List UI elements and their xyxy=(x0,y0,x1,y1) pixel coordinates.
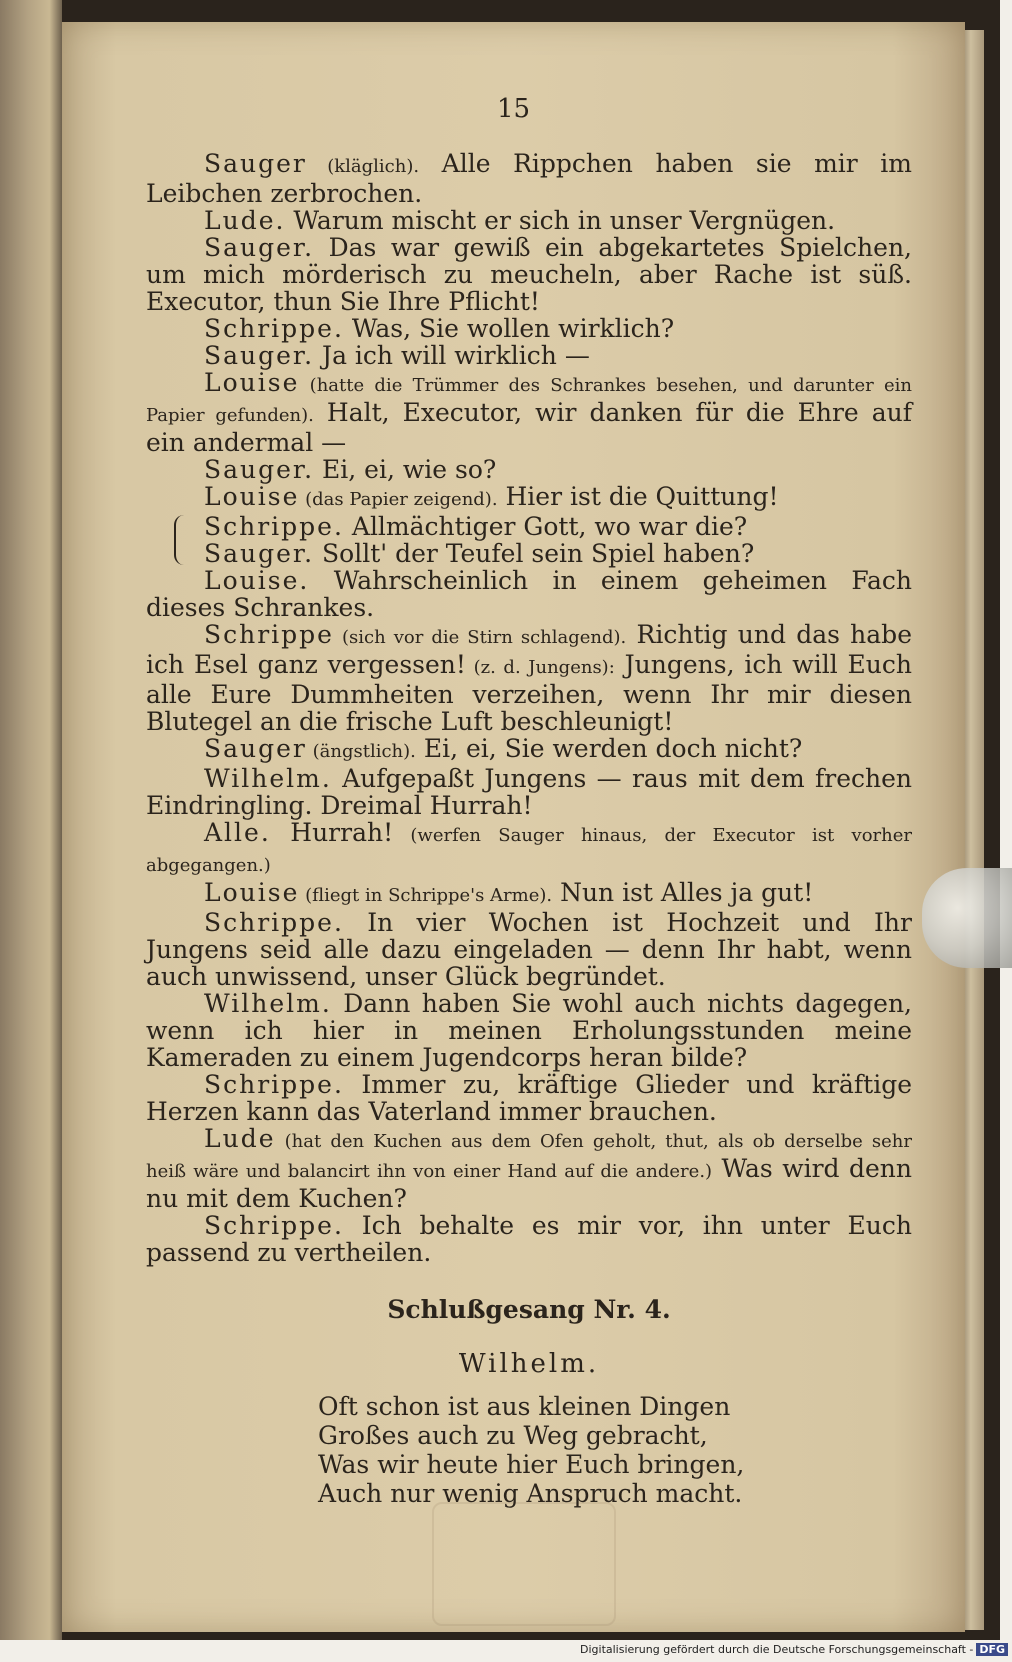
speaker-name: Wilhelm. xyxy=(204,764,332,793)
dialogue-line xyxy=(146,990,912,1071)
dialogue-line xyxy=(146,513,912,540)
song-speaker: Wilhelm. xyxy=(458,1349,600,1379)
spoken-text: Ei, ei, Sie werden doch nicht? xyxy=(415,734,803,763)
page-edge xyxy=(962,30,984,1630)
spoken-text: Dann haben Sie wohl auch nichts dagegen, wenn ich hier in meinen Erholungsstunden meine Kameraden zu einem Jugendcorps heran bilde? xyxy=(146,989,912,1072)
speaker-name: Alle. xyxy=(204,818,271,847)
spoken-text: Halt, Executor, wir danken für die Ehre auf ein andermal — xyxy=(146,398,912,457)
spoken-text: Hurrah! xyxy=(270,818,394,847)
speaker-name: Schrippe xyxy=(204,620,334,649)
spoken-text: Sollt' der Teufel sein Spiel haben? xyxy=(314,539,755,568)
stage-direction: (hatte die Trümmer des Schrankes besehen, und darunter ein Papier gefunden). xyxy=(146,375,912,426)
speaker-name: Wilhelm. xyxy=(204,989,332,1018)
footer-text: Digitalisierung gefördert durch die Deutsche Forschungsgemeinschaft - xyxy=(580,1643,974,1656)
spoken-text: Was wird denn nu mit dem Kuchen? xyxy=(146,1154,912,1213)
stage-direction: (das Papier zeigend). xyxy=(299,489,498,510)
dialogue-line xyxy=(146,342,912,369)
spoken-text: Allmächtiger Gott, wo war die? xyxy=(343,512,748,541)
faint-stamp xyxy=(432,1502,616,1626)
book-binding xyxy=(0,0,62,1640)
spoken-text: Was, Sie wollen wirklich? xyxy=(343,314,675,343)
dialogue-line xyxy=(146,621,912,735)
speaker-name: Sauger. xyxy=(204,539,315,568)
speaker-name: Sauger. xyxy=(204,455,315,484)
spoken-text: Jungens, ich will Euch alle Eure Dummheiten verzeihen, wenn Ihr mir diesen Blutegel an die frische Luft beschleunigt! xyxy=(146,650,912,736)
verse-line: Großes auch zu Weg gebracht, xyxy=(318,1421,708,1450)
dialogue-line xyxy=(146,567,912,621)
dialogue-line xyxy=(146,735,912,765)
speaker-name: Sauger xyxy=(204,149,307,178)
dialogue-line xyxy=(146,150,912,207)
spoken-text: Das war gewiß ein abgekartetes Spielchen, um mich mörderisch zu meucheln, aber Rache ist süß. Executor, thun Sie Ihre Pflicht! xyxy=(146,233,912,316)
spoken-text: In vier Wochen ist Hochzeit und Ihr Jungens seid alle dazu eingeladen — denn Ihr habt, wenn auch unwissend, unser Glück begründet. xyxy=(146,908,912,991)
spoken-text: Wahrscheinlich in einem geheimen Fach dieses Schrankes. xyxy=(146,566,912,622)
speaker-name: Schrippe. xyxy=(204,1070,344,1099)
dialogue-line xyxy=(146,765,912,819)
speaker-name: Sauger xyxy=(204,734,307,763)
spoken-text: Hier ist die Quittung! xyxy=(497,482,779,511)
verse-line: Auch nur wenig Anspruch macht. xyxy=(318,1479,743,1508)
verse-line: Oft schon ist aus kleinen Dingen xyxy=(318,1392,731,1421)
stage-direction: (z. d. Jungens): xyxy=(465,657,615,678)
dialogue-line xyxy=(146,819,912,879)
spoken-text: Immer zu, kräftige Glieder und kräftige Herzen kann das Vaterland immer brauchen. xyxy=(146,1070,912,1126)
stage-direction: (fliegt in Schrippe's Arme). xyxy=(299,885,553,906)
dialogue-line xyxy=(146,234,912,315)
speaker-name: Sauger. xyxy=(204,233,315,262)
spoken-text: Aufgepaßt Jungens — raus mit dem frechen Eindringling. Dreimal Hurrah! xyxy=(146,764,912,820)
dialogue-line xyxy=(146,456,912,483)
dialogue-line xyxy=(146,369,912,456)
dialogue-line xyxy=(146,1212,912,1266)
speaker-name: Sauger. xyxy=(204,341,315,370)
spoken-text: Ich behalte es mir vor, ihn unter Euch passend zu vertheilen. xyxy=(146,1211,912,1267)
dialogue-line xyxy=(146,909,912,990)
page-clip xyxy=(922,868,1012,968)
section-title: Schlußgesang Nr. 4. xyxy=(387,1295,671,1324)
dialogue-line xyxy=(146,540,912,567)
stage-direction: (kläglich). xyxy=(306,156,420,177)
play-text xyxy=(146,150,912,1508)
speaker-name: Louise xyxy=(204,878,300,907)
spoken-text: Ei, ei, wie so? xyxy=(314,455,497,484)
spoken-text: Nun ist Alles ja gut! xyxy=(552,878,814,907)
speaker-name: Schrippe. xyxy=(204,314,344,343)
stage-direction: (ängstlich). xyxy=(306,741,416,762)
spoken-text: Warum mischt er sich in unser Vergnügen. xyxy=(285,206,836,235)
spoken-text: Alle Rippchen haben sie mir im Leibchen zerbrochen. xyxy=(146,149,913,208)
stage-direction: (sich vor die Stirn schlagend). xyxy=(333,627,627,648)
stage-direction: (hat den Kuchen aus dem Ofen geholt, thut, als ob derselbe sehr heiß wäre und balancirt ihn von einer Hand auf die andere.) xyxy=(146,1131,912,1182)
verse-line: Was wir heute hier Euch bringen, xyxy=(318,1450,745,1479)
dialogue-line xyxy=(146,207,912,234)
brace-mark xyxy=(174,515,188,565)
dialogue-line xyxy=(146,879,912,909)
speaker-name: Lude xyxy=(204,1124,276,1153)
spoken-text: Ja ich will wirklich — xyxy=(314,341,590,370)
spoken-text: Richtig und das habe ich Esel ganz vergessen! xyxy=(146,620,912,679)
dialogue-line xyxy=(146,483,912,513)
footer-credit xyxy=(580,1643,1008,1656)
dfg-logo: DFG xyxy=(976,1643,1008,1656)
speaker-name: Schrippe. xyxy=(204,1211,344,1240)
speaker-name: Schrippe. xyxy=(204,512,344,541)
stage-direction: (werfen Sauger hinaus, der Executor ist vorher abgegangen.) xyxy=(146,825,912,876)
dialogue-line xyxy=(146,315,912,342)
dialogue-line xyxy=(146,1125,912,1212)
speaker-name: Louise xyxy=(204,482,300,511)
speaker-name: Louise. xyxy=(204,566,310,595)
speaker-name: Lude. xyxy=(204,206,286,235)
book-page xyxy=(62,22,965,1632)
verse xyxy=(318,1392,912,1508)
speaker-name: Schrippe. xyxy=(204,908,344,937)
dialogue xyxy=(146,150,912,1266)
dialogue-line xyxy=(146,1071,912,1125)
page-number: 15 xyxy=(496,94,531,124)
speaker-name: Louise xyxy=(204,368,300,397)
